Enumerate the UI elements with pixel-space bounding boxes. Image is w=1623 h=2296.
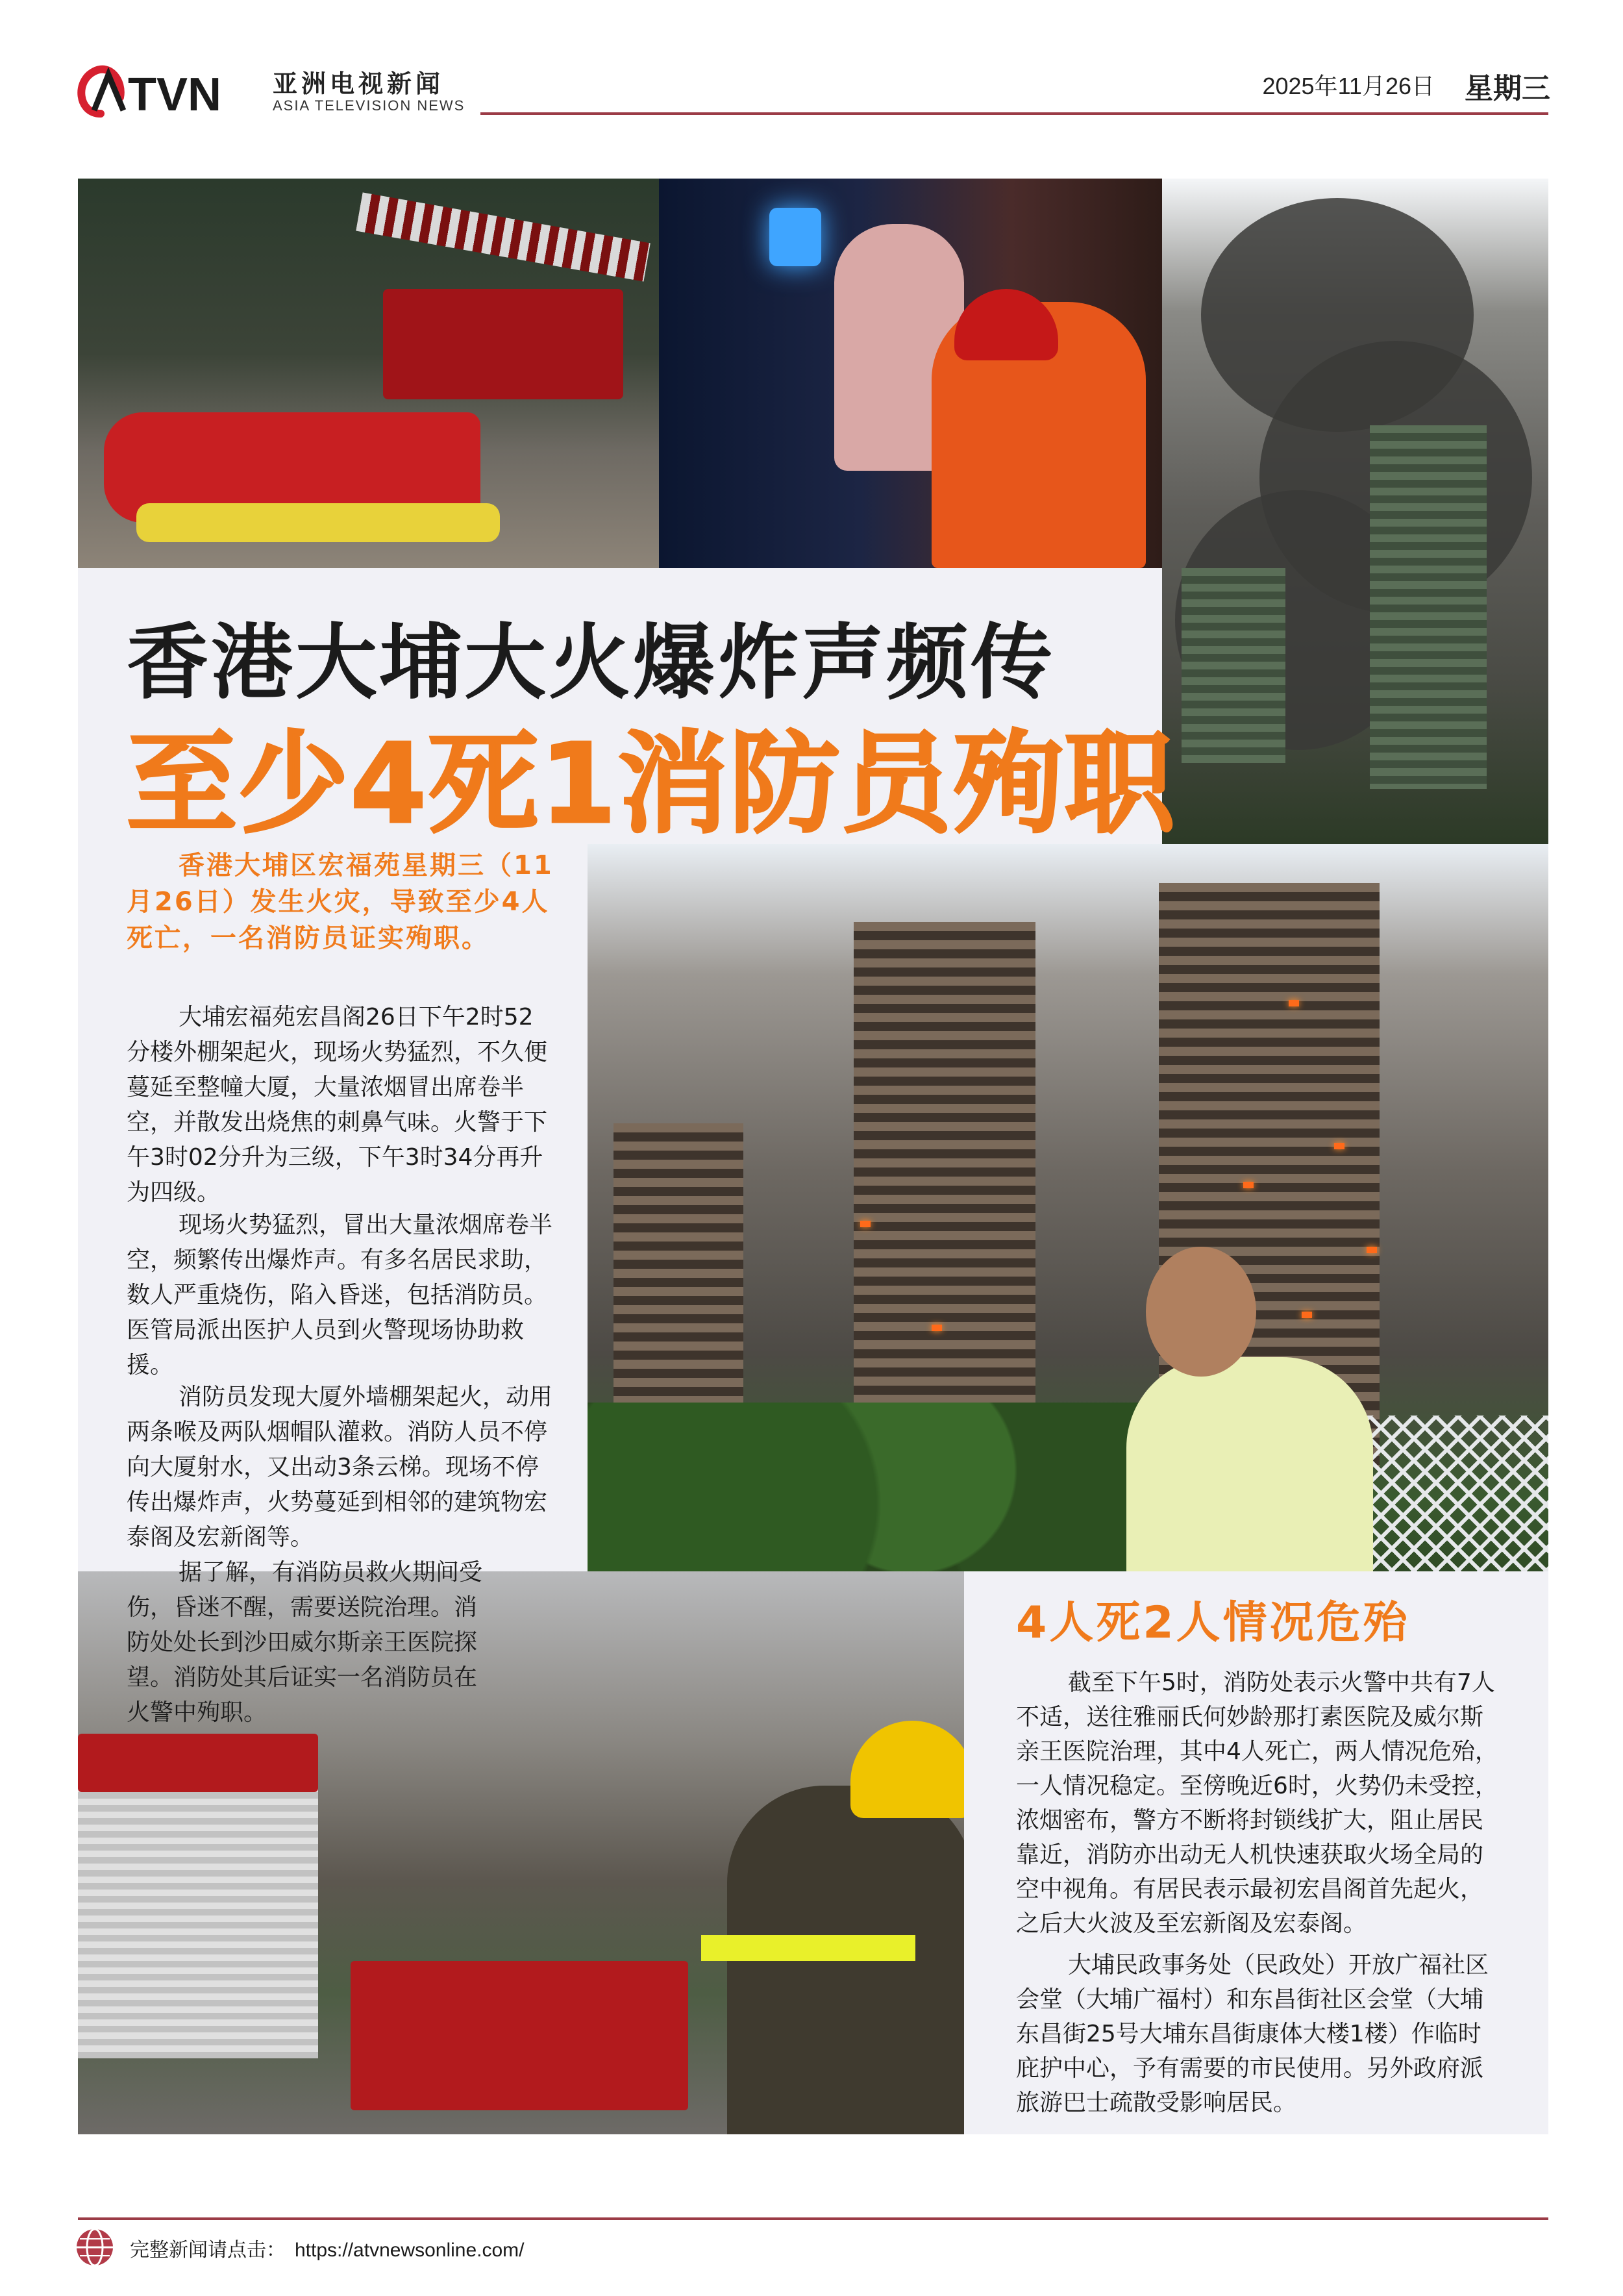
footer-link-row: [130, 2234, 525, 2262]
atvn-logo: [75, 62, 250, 120]
article-paragraph: 据了解，有消防员救火期间受伤，昏迷不醒，需要送院治理。消防处处长到沙田威尔斯亲王医院探望。消防处其后证实一名消防员在火警中殉职。: [127, 1559, 483, 1726]
photo-smoke-tower: [1162, 179, 1548, 844]
article-paragraph: 消防员发现大厦外墙棚架起火，动用两条喉及两队烟帽队灌救。消防人员不停向大厦射水，又出动3条云梯。现场不停传出爆炸声，火势蔓延到相邻的建筑物宏泰阁及宏新阁等。: [127, 1384, 553, 1551]
header-rule: [480, 112, 1548, 115]
article-paragraph: 截至下午5时，消防处表示火警中共有7人不适，送往雅丽氏何妙龄那打素医院及威尔斯亲王医院治理，其中4人死亡，两人情况危殆，一人情况稳定。至傍晚近6时，火势仍未受控，浓烟密布，警方不断将封锁线扩大，阻止居民靠近，消防亦出动无人机快速获取火场全局的空中视角。有居民表示最初宏昌阁首先起火，之后大火波及至宏新阁及宏泰阁。: [1016, 1669, 1498, 1937]
footer-rule: [78, 2217, 1548, 2220]
issue-weekday: 星期三: [1465, 72, 1550, 105]
article-paragraph: 大埔宏福苑宏昌阁26日下午2时52分楼外棚架起火，现场火势猛烈，不久便蔓延至整幢大厦，大量浓烟冒出席卷半空，并散发出烧焦的刺鼻气味。火警于下午3时02分升为三级，下午3时34分再升为四级。: [127, 1004, 548, 1206]
issue-date: 2025年11月26日: [1262, 73, 1435, 99]
photo-burning-towers: [588, 844, 1548, 1571]
footer-url-link[interactable]: https://atvnewsonline.com/: [295, 2240, 525, 2261]
photo-stretcher-rescue: [78, 179, 659, 568]
article-paragraph: 大埔民政事务处（民政处）开放广福社区会堂（大埔广福村）和东昌街社区会堂（大埔东昌街25号大埔东昌街康体大楼1楼）作临时庇护中心，予有需要的市民使用。另外政府派旅游巴士疏散受影响居民。: [1016, 1952, 1489, 2116]
photo-ambulance-firefighter: [659, 179, 1162, 568]
globe-icon: [75, 2227, 115, 2267]
article-lead: 香港大埔区宏福苑星期三（11月26日）发生火灾，导致至少4人死亡，一名消防员证实殉职。: [127, 851, 554, 953]
brand-name-cn: 亚洲电视新闻: [273, 69, 445, 98]
svg-text:TVN: TVN: [128, 69, 221, 120]
headline-primary: 香港大埔大火爆炸声频传: [127, 615, 1055, 710]
brand-name-en: ASIA TELEVISION NEWS: [273, 97, 465, 114]
section-subheading: 4人死2人情况危殆: [1016, 1597, 1410, 1649]
footer-label: 完整新闻请点击：: [130, 2239, 286, 2262]
headline-secondary: 至少4死1消防员殉职: [127, 720, 1176, 849]
article-paragraph: 现场火势猛烈，冒出大量浓烟席卷半空，频繁传出爆炸声。有多名居民求助，数人严重烧伤，陷入昏迷，包括消防员。医管局派出医护人员到火警现场协助救援。: [127, 1212, 553, 1379]
